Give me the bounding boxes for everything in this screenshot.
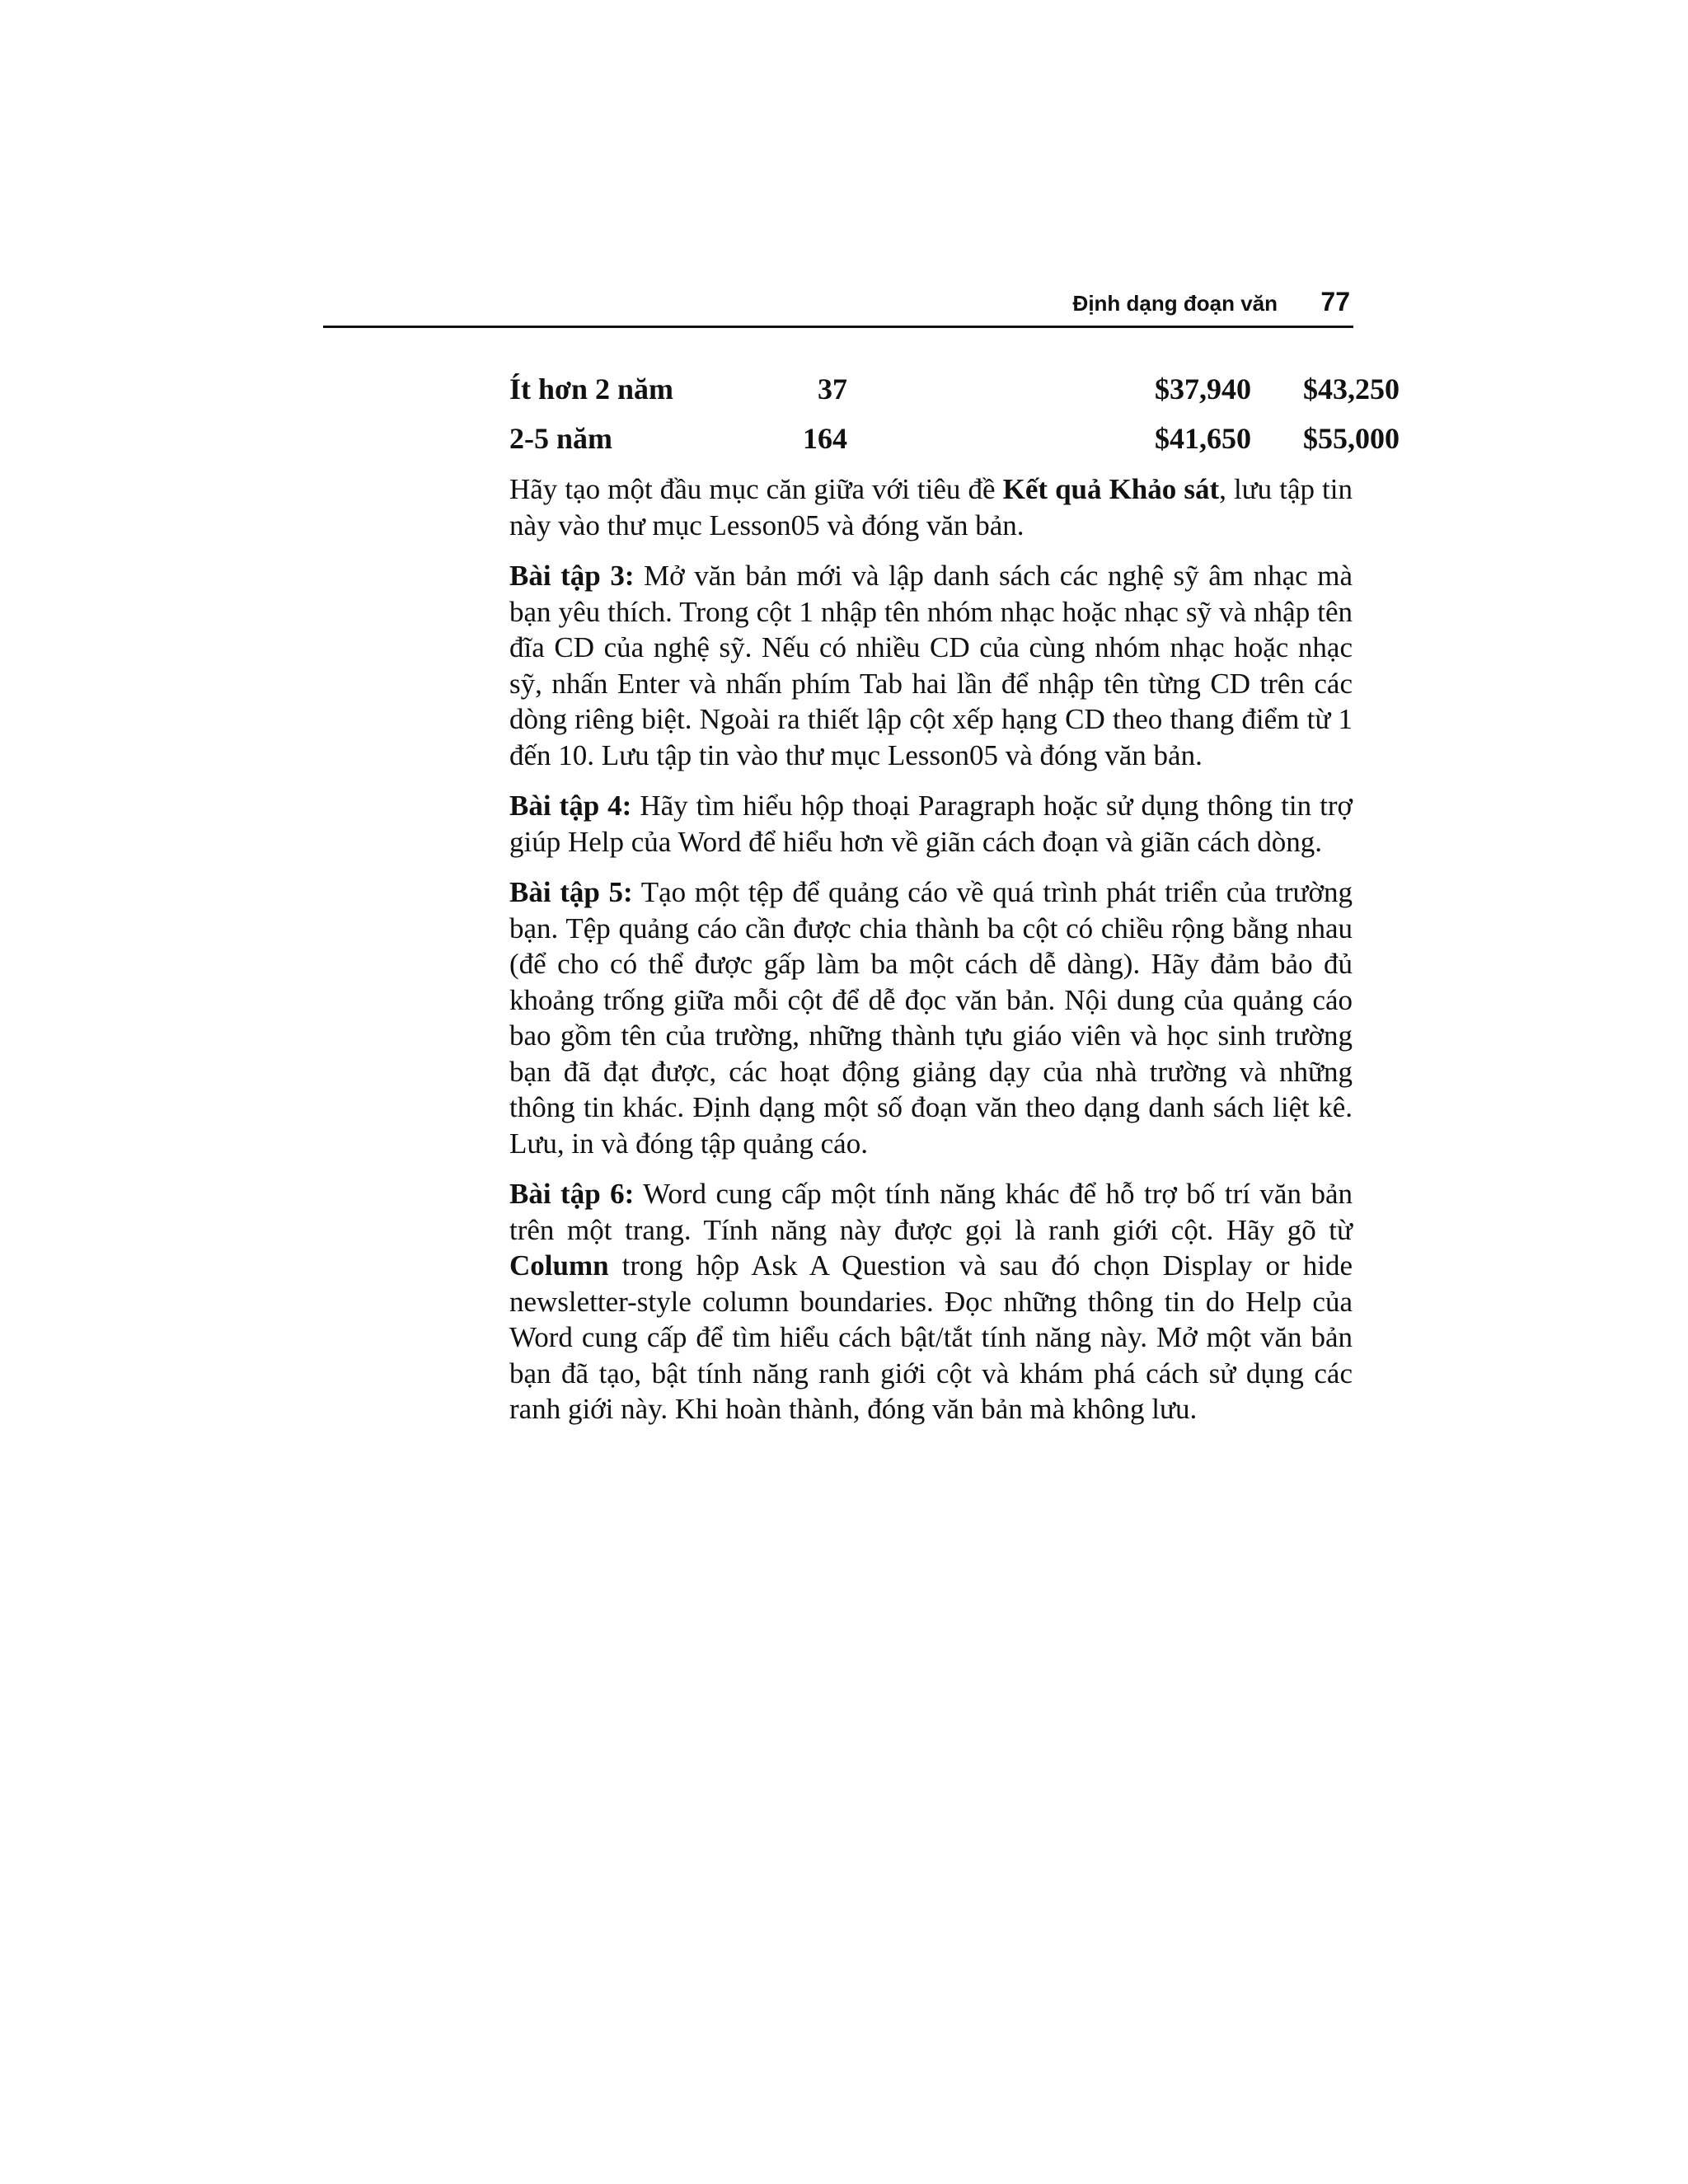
row-value-1: $41,650 [1155, 422, 1251, 455]
row-value-2: $55,000 [1303, 422, 1400, 455]
paragraph-text: Hãy tạo một đầu mục căn giữa với tiêu đề [509, 473, 1003, 505]
table-row [509, 414, 1400, 463]
row-label: 2-5 năm [509, 422, 612, 455]
bold-term: Kết quả Khảo sát [1002, 473, 1220, 505]
main-content [509, 364, 1400, 1427]
exercise-label: Bài tập 5: [509, 876, 633, 908]
table-row [509, 364, 1400, 414]
exercise-5 [509, 874, 1353, 1161]
exercise-3 [509, 558, 1353, 773]
exercise-label: Bài tập 6: [509, 1178, 635, 1210]
exercise-text: Word cung cấp một tính năng khác để hỗ trợ bố trí văn bản trên một trang. Tính năng này được gọi là ranh giới cột. Hãy gõ từ [509, 1178, 1353, 1246]
bold-term: Column [509, 1249, 609, 1282]
exercise-text: Mở văn bản mới và lập danh sách các nghệ sỹ âm nhạc mà bạn yêu thích. Trong cột 1 nhập tên nhóm nhạc hoặc nhạc sỹ và nhập tên đĩa CD của nghệ sỹ. Nếu có nhiều CD của cùng nhóm nhạc hoặc nhạc sỹ, nhấn Enter và nhấn phím Tab hai lần để nhập tên từng CD trên các dòng riêng biệt. Ngoài ra thiết lập cột xếp hạng CD theo thang điểm từ 1 đến 10. Lưu tập tin vào thư mục Lesson05 và đóng văn bản. [509, 560, 1353, 771]
exercise-label: Bài tập 4: [509, 790, 632, 822]
exercise-text: Tạo một tệp để quảng cáo về quá trình phát triển của trường bạn. Tệp quảng cáo cần được chia thành ba cột có chiều rộng bằng nhau (để cho có thể được gấp làm ba một cách dễ dàng). Hãy đảm bảo đủ khoảng trống giữa mỗi cột để dễ đọc văn bản. Nội dung của quảng cáo bao gồm tên của trường, những thành tựu giáo viên và học sinh trường bạn đã đạt được, các hoạt động giảng dạy của nhà trường và những thông tin khác. Định dạng một số đoạn văn theo dạng danh sách liệt kê. Lưu, in và đóng tập quảng cáo. [509, 876, 1353, 1160]
row-label: Ít hơn 2 năm [509, 373, 673, 405]
row-value-2: $43,250 [1303, 373, 1400, 405]
exercise-text: trong hộp Ask A Question và sau đó chọn Display or hide newsletter-style column boundaries. Đọc những thông tin do Help của Word cung cấp để tìm hiểu cách bật/tắt tính năng này. Mở một văn bản bạn đã tạo, bật tính năng ranh giới cột và khám phá cách sử dụng các ranh giới này. Khi hoàn thành, đóng văn bản mà không lưu. [509, 1249, 1353, 1425]
row-value-1: $37,940 [1155, 373, 1251, 405]
exercise-text: Hãy tìm hiểu hộp thoại Paragraph hoặc sử dụng thông tin trợ giúp Help của Word để hiểu hơn về giãn cách đoạn và giãn cách dòng. [509, 790, 1353, 858]
row-count: 164 [803, 422, 847, 455]
exercise-4 [509, 788, 1353, 860]
row-count: 37 [818, 373, 847, 405]
paragraph-text: , lưu tập tin này vào thư mục Lesson05 và đóng văn bản. [509, 473, 1353, 541]
running-header [323, 286, 1353, 328]
header-title: Định dạng đoạn văn [1072, 291, 1278, 316]
exercise-6 [509, 1176, 1353, 1427]
exercise-label: Bài tập 3: [509, 560, 635, 592]
paragraph-survey-heading [509, 471, 1353, 543]
page-number: 77 [1320, 287, 1350, 316]
